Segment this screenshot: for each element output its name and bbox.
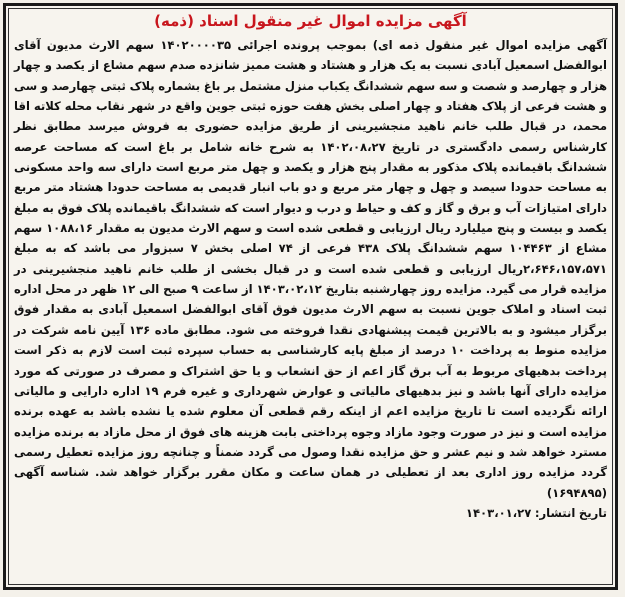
ad-body-text: آگهی مزایده اموال غیر منقول ذمه ای) بموجب پرونده اجرائی ۱۴۰۲۰۰۰۰۳۵ سهم الارث مدیون آقای ابوالفضل اسمعیل آبادی نسبت به یک هزار و هشتاد و هشت ممیز شانزده صدم سهم مشاع از یکصد و چهار هزار و چهارصد و شصت و سه سهم ششدانگ یکباب منزل مشتمل بر باغ بشماره پلاک ثبتی چهارصد و سی و هشت فرعی از پلاک هفتاد و چهار اصلی بخش هفت حوزه ثبتی جوین واقع در شهر نقاب محله کلاته اقا محمد، در قبال طلب خانم ناهید منجشیرینی از طریق مزایده حضوری به فروش میرسد مطابق نظر کارشناس رسمی دادگستری در تاریخ ۱۴۰۲،۰۸،۲۷ به شرح خانه شامل بر باغ است که مساحت عرصه ششدانگ باقیمانده پلاک مذکور به مقدار پنج هزار و یکصد و چهل متر مربع است دارای سه واحد مسکونی به مساحت حدودا سیصد و چهل و چهار متر مربع و دو باب انبار قدیمی به مساحت حدودا هشتاد متر مربع دارای امتیازات آب و برق و گاز و کف و حیاط و درب و دیوار است که ششدانگ باقیمانده پلاک فوق به مبلغ یکصد و بیست و پنج میلیارد ریال ارزیابی و قطعی شده است و سهم الارث مدیون به مقدار ۱۰۸۸،۱۶ سهم مشاع از ۱۰۴۴۶۳ سهم ششدانگ پلاک ۴۳۸ فرعی از ۷۴ اصلی بخش ۷ سبزوار می باشد که به مبلغ ۲،۶۴۶،۱۵۷،۵۷۱ریال ارزیابی و قطعی شده است و در قبال بخشی از طلب خانم ناهید منجشیرینی در مزایده قرار می گیرد. مزایده روز چهارشنبه بتاریخ ۱۴۰۳،۰۲،۱۲ از ساعت ۹ صبح الی ۱۲ ظهر در محل اداره ثبت اسناد و املاک جوین نسبت به سهم الارث مدیون فوق آقای ابوالفضل اسمعیل آبادی به مقدار فوق برگزار میشود و به بالاترین قیمت پیشنهادی نقدا فروخته می شود. مطابق ماده ۱۳۶ آیین نامه شرکت در مزایده منوط به پرداخت ۱۰ درصد از مبلغ پایه کارشناسی به حساب سپرده ثبت است لازم به ذکر است پرداخت بدهیهای مربوط به آب برق گاز اعم از حق انشعاب و یا حق اشتراک و مصرف در صورتی که مورد مزایده دارای آنها باشد و نیز بدهیهای مالیاتی و عوارض شهرداری و غیره فرم ۱۹ اداره دارایی و مالیاتی ارائه نگردیده است تا تاریخ مزایده اعم از اینکه رقم قطعی آن معلوم شده یا نشده باشد به عهده برنده مزایده است و نیز در صورت وجود مازاد وجوه پرداختی بابت هزینه های فوق از محل مازاد به برنده مزایده مسترد خواهد شد و نیم عشر و حق مزایده نقدا وصول می گردد ضمناً و چنانچه روز مزایده تعطیل رسمی گردد مزایده روز اداری بعد از تعطیلی در همان ساعت و مکان مقرر برگزار خواهد شد. شناسه آگهی (۱۶۹۴۸۹۵) — [14, 38, 607, 500]
ad-title: آگهی مزایده اموال غیر منقول اسناد (ذمه) — [154, 12, 467, 30]
publish-date: تاریخ انتشار: ۱۴۰۳،۰۱،۲۷ — [465, 505, 607, 520]
ad-frame — [3, 3, 618, 590]
ad-body — [14, 35, 607, 523]
